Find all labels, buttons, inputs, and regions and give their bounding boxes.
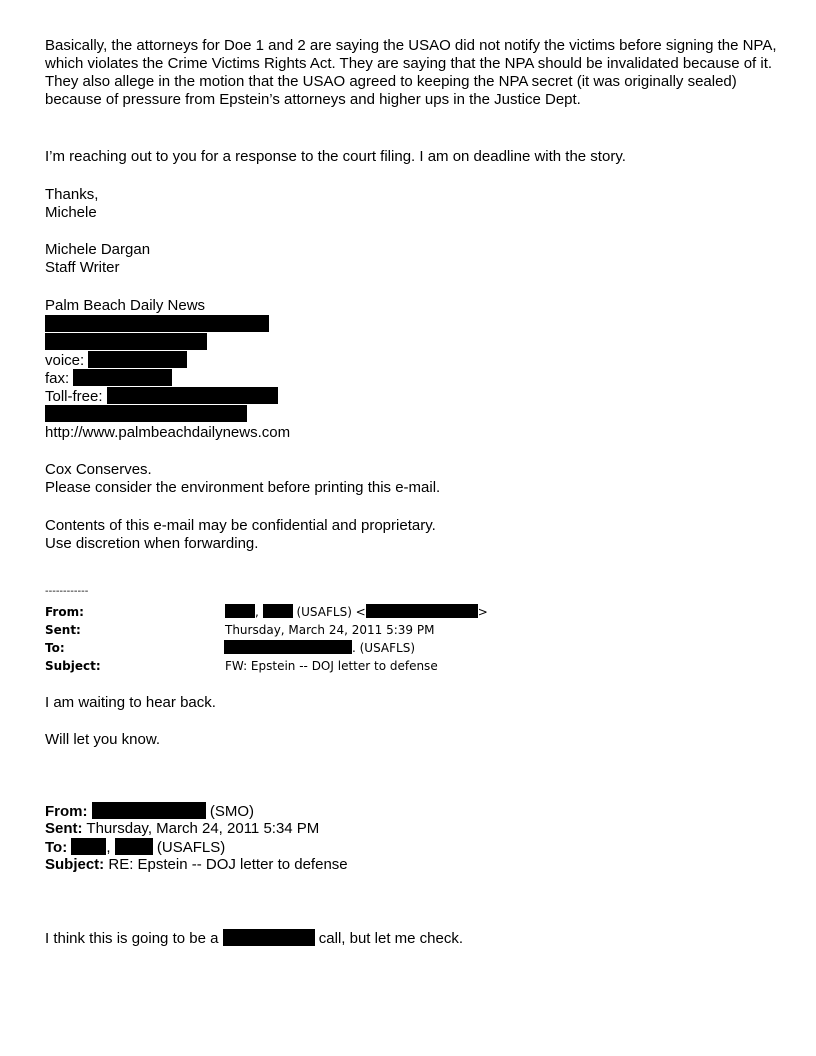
separator: ------------ — [45, 586, 89, 597]
waiting-line: I am waiting to hear back. — [45, 694, 216, 711]
forward-subject-row — [45, 657, 745, 675]
reply-sent-label: Sent: — [45, 820, 83, 837]
redaction-block — [115, 838, 153, 855]
redaction-block — [45, 405, 247, 424]
redaction-block — [223, 929, 315, 946]
subject-value: FW: Epstein -- DOJ letter to defense — [225, 659, 438, 673]
tollfree-label: Toll-free: — [45, 388, 103, 405]
signature-voice-line — [45, 351, 187, 370]
signature-title: Staff Writer — [45, 259, 120, 276]
forward-sent-row — [45, 621, 745, 639]
redaction-block — [224, 640, 352, 654]
forward-from-row — [45, 603, 745, 621]
redaction-block — [366, 604, 478, 618]
reply-from-tail: (SMO) — [209, 803, 255, 820]
redaction-block — [71, 838, 106, 855]
reply-from-label: From: — [45, 803, 88, 820]
signature-name: Michele Dargan — [45, 241, 151, 258]
forward-to-row — [45, 639, 745, 657]
signature-tollfree-line — [45, 387, 278, 406]
signature-fax-line — [45, 369, 172, 388]
reply-sent-row — [45, 820, 319, 838]
email-body-paragraph: Basically, the attorneys for Doe 1 and 2 are saying the USAO did not notify the victims before signing the NPA, which violates the Crime Victims Rights Act. They are saying that the NPA should be invalidated because of it. They also allege in the motion that the USAO agreed to keeping the NPA secret (it was originally sealed) because of pressure from Epstein’s attorneys and higher ups in the Justice Dept. — [45, 37, 777, 108]
cox-conserves: Cox Conserves. — [45, 461, 152, 478]
final-line-before: I think this is going to be a — [45, 930, 219, 947]
redaction-block — [107, 387, 278, 404]
to-value: . (USAFLS) — [224, 639, 415, 657]
signature-url: http://www.palmbeachdailynews.com — [45, 424, 291, 441]
sent-value: Thursday, March 24, 2011 5:39 PM — [225, 623, 435, 637]
sent-label: Sent: — [45, 623, 81, 637]
confidentiality-note: Contents of this e-mail may be confidential and proprietary. — [45, 517, 436, 534]
fax-label: fax: — [45, 370, 70, 387]
from-value: , (USAFLS) < > — [225, 603, 488, 621]
reply-to-row: To: , (USAFLS) — [45, 839, 226, 856]
let-you-know-line: Will let you know. — [45, 731, 161, 748]
reply-from-row — [45, 802, 254, 821]
reply-sent-value: Thursday, March 24, 2011 5:34 PM — [86, 820, 320, 837]
voice-label: voice: — [45, 352, 85, 369]
signoff-name: Michele — [45, 204, 97, 221]
environment-note: Please consider the environment before printing this e-mail. — [45, 479, 441, 496]
redaction-block — [92, 802, 206, 819]
signature-org: Palm Beach Daily News — [45, 297, 206, 314]
subject-label: Subject: — [45, 659, 101, 673]
redaction-block — [88, 351, 187, 368]
signoff-thanks: Thanks, — [45, 186, 99, 203]
redaction-block — [225, 604, 255, 618]
discretion-note: Use discretion when forwarding. — [45, 535, 259, 552]
final-line — [45, 929, 463, 948]
redaction-block — [263, 604, 293, 618]
reply-subject-value: RE: Epstein -- DOJ letter to defense — [108, 856, 348, 873]
reply-to-tail: (USAFLS) — [156, 839, 226, 856]
reply-to-label: To: — [45, 839, 68, 856]
reply-subject-label: Subject: — [45, 856, 105, 873]
email-request-line: I’m reaching out to you for a response to the court filing. I am on deadline with the story. — [45, 148, 626, 165]
to-label: To: — [45, 641, 65, 655]
redaction-block — [45, 315, 269, 334]
from-label: From: — [45, 605, 84, 619]
reply-subject-row — [45, 856, 348, 874]
redaction-block — [45, 333, 207, 352]
final-line-after: call, but let me check. — [318, 930, 464, 947]
redaction-block — [73, 369, 172, 386]
